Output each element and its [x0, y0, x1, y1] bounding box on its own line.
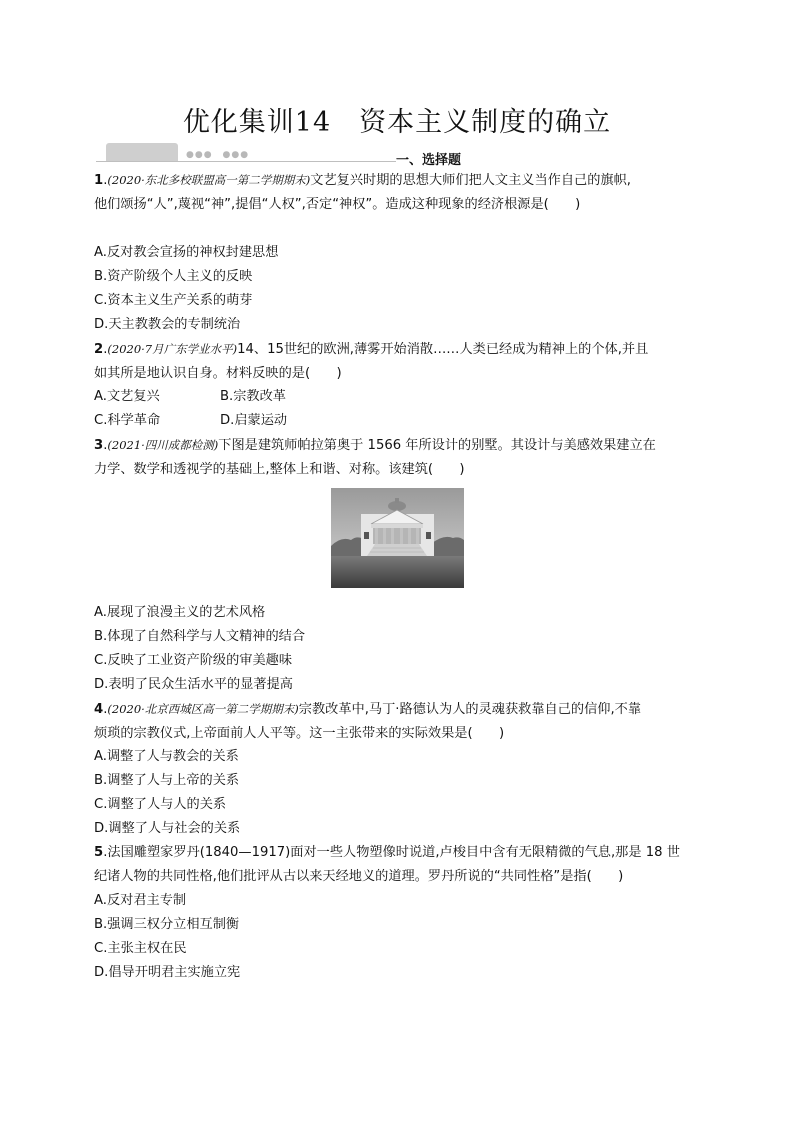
question-text: 文艺复兴时期的思想大师们把人文主义当作自己的旗帜,	[310, 173, 631, 188]
q4-option-b[interactable]: B.调整了人与上帝的关系	[94, 773, 240, 788]
question-4	[94, 697, 704, 746]
question-1	[94, 168, 704, 217]
question-2-line-2: 如其所是地认识自身。材料反映的是( )	[94, 366, 342, 381]
question-number: 3	[94, 438, 104, 453]
section-title: 一、选择题	[396, 153, 462, 168]
question-source: (2020·7月广东学业水平)	[107, 342, 238, 356]
question-4-line-1: 4.(2020·北京西城区高一第二学期期末)宗教改革中,马丁·路德认为人的灵魂获救靠自己的信仰,不靠	[94, 702, 642, 717]
question-3-line-2: 力学、数学和透视学的基础上,整体上和谐、对称。该建筑( )	[94, 462, 465, 477]
q2-option-d[interactable]: D.启蒙运动	[220, 413, 288, 428]
question-text: 14、15世纪的欧洲,薄雾开始消散……人类已经成为精神上的个体,并且	[237, 342, 649, 357]
q3-option-b[interactable]: B.体现了自然科学与人文精神的结合	[94, 629, 306, 644]
villa-image	[331, 488, 464, 588]
q2-options-row-1	[94, 385, 286, 409]
question-5	[94, 841, 704, 889]
question-1-line-1: 1.(2020·东北多校联盟高一第二学期期末)文艺复兴时期的思想大师们把人文主义当作自己的旗帜,	[94, 173, 631, 188]
question-3-line-1: 3.(2021·四川成都检测)下图是建筑师帕拉第奥于 1566 年所设计的别墅。其设计与美感效果建立在	[94, 438, 656, 453]
q1-option-b[interactable]: B.资产阶级个人主义的反映	[94, 269, 253, 284]
question-5-line-1: 5.法国雕塑家罗丹(1840—1917)面对一些人物塑像时说道,卢梭目中含有无限精微的气息,那是 18 世	[94, 845, 680, 860]
q4-option-d[interactable]: D.调整了人与社会的关系	[94, 821, 241, 836]
question-1-line-2: 他们颂扬“人”,蔑视“神”,提倡“人权”,否定“神权”。造成这种现象的经济根源是( )	[94, 197, 581, 212]
question-number: 4	[94, 702, 104, 717]
question-5-line-2: 纪诸人物的共同性格,他们批评从古以来天经地义的道理。罗丹所说的“共同性格”是指( )	[94, 869, 624, 884]
question-number: 5	[94, 845, 104, 860]
question-2	[94, 337, 704, 386]
q2-option-c[interactable]: C.科学革命	[94, 413, 161, 428]
q4-option-a[interactable]: A.调整了人与教会的关系	[94, 749, 239, 764]
q1-option-a[interactable]: A.反对教会宣扬的神权封建思想	[94, 245, 279, 260]
question-source: (2020·北京西城区高一第二学期期末)	[107, 702, 299, 716]
q4-option-c[interactable]: C.调整了人与人的关系	[94, 797, 227, 812]
question-3	[94, 433, 704, 482]
q3-option-d[interactable]: D.表明了民众生活水平的显著提高	[94, 677, 293, 692]
question-text: 宗教改革中,马丁·路德认为人的灵魂获救靠自己的信仰,不靠	[298, 702, 642, 717]
q2-options-row-2	[94, 409, 288, 433]
dots-decoration: ●●● ●●●	[186, 150, 250, 160]
question-text: 下图是建筑师帕拉第奥于 1566 年所设计的别墅。其设计与美感效果建立在	[218, 438, 656, 453]
question-2-line-1: 2.(2020·7月广东学业水平)14、15世纪的欧洲,薄雾开始消散……人类已经成为精神上的个体,并且	[94, 342, 649, 357]
q3-option-c[interactable]: C.反映了工业资产阶级的审美趣味	[94, 653, 293, 668]
question-number: 2	[94, 342, 104, 357]
q3-option-a[interactable]: A.展现了浪漫主义的艺术风格	[94, 605, 266, 620]
q2-option-b[interactable]: B.宗教改革	[220, 389, 286, 404]
section-divider	[96, 161, 396, 162]
q5-option-b[interactable]: B.强调三权分立相互制衡	[94, 917, 240, 932]
page-title: 优化集训14 资本主义制度的确立	[182, 107, 612, 138]
q5-option-c[interactable]: C.主张主权在民	[94, 941, 187, 956]
q1-option-c[interactable]: C.资本主义生产关系的萌芽	[94, 293, 253, 308]
question-text: 法国雕塑家罗丹(1840—1917)面对一些人物塑像时说道,卢梭目中含有无限精微的气息,那是 18 世	[107, 845, 680, 860]
section-tab-decoration	[106, 143, 178, 161]
question-source: (2021·四川成都检测)	[107, 438, 219, 452]
q2-option-a[interactable]: A.文艺复兴	[94, 389, 160, 404]
q1-option-d[interactable]: D.天主教教会的专制统治	[94, 317, 241, 332]
question-4-line-2: 烦琐的宗教仪式,上帝面前人人平等。这一主张带来的实际效果是( )	[94, 726, 505, 741]
question-source: (2020·东北多校联盟高一第二学期期末)	[107, 173, 311, 187]
question-number: 1	[94, 173, 104, 188]
villa-photo	[331, 488, 464, 588]
q5-option-a[interactable]: A.反对君主专制	[94, 893, 187, 908]
q5-option-d[interactable]: D.倡导开明君主实施立宪	[94, 965, 241, 980]
